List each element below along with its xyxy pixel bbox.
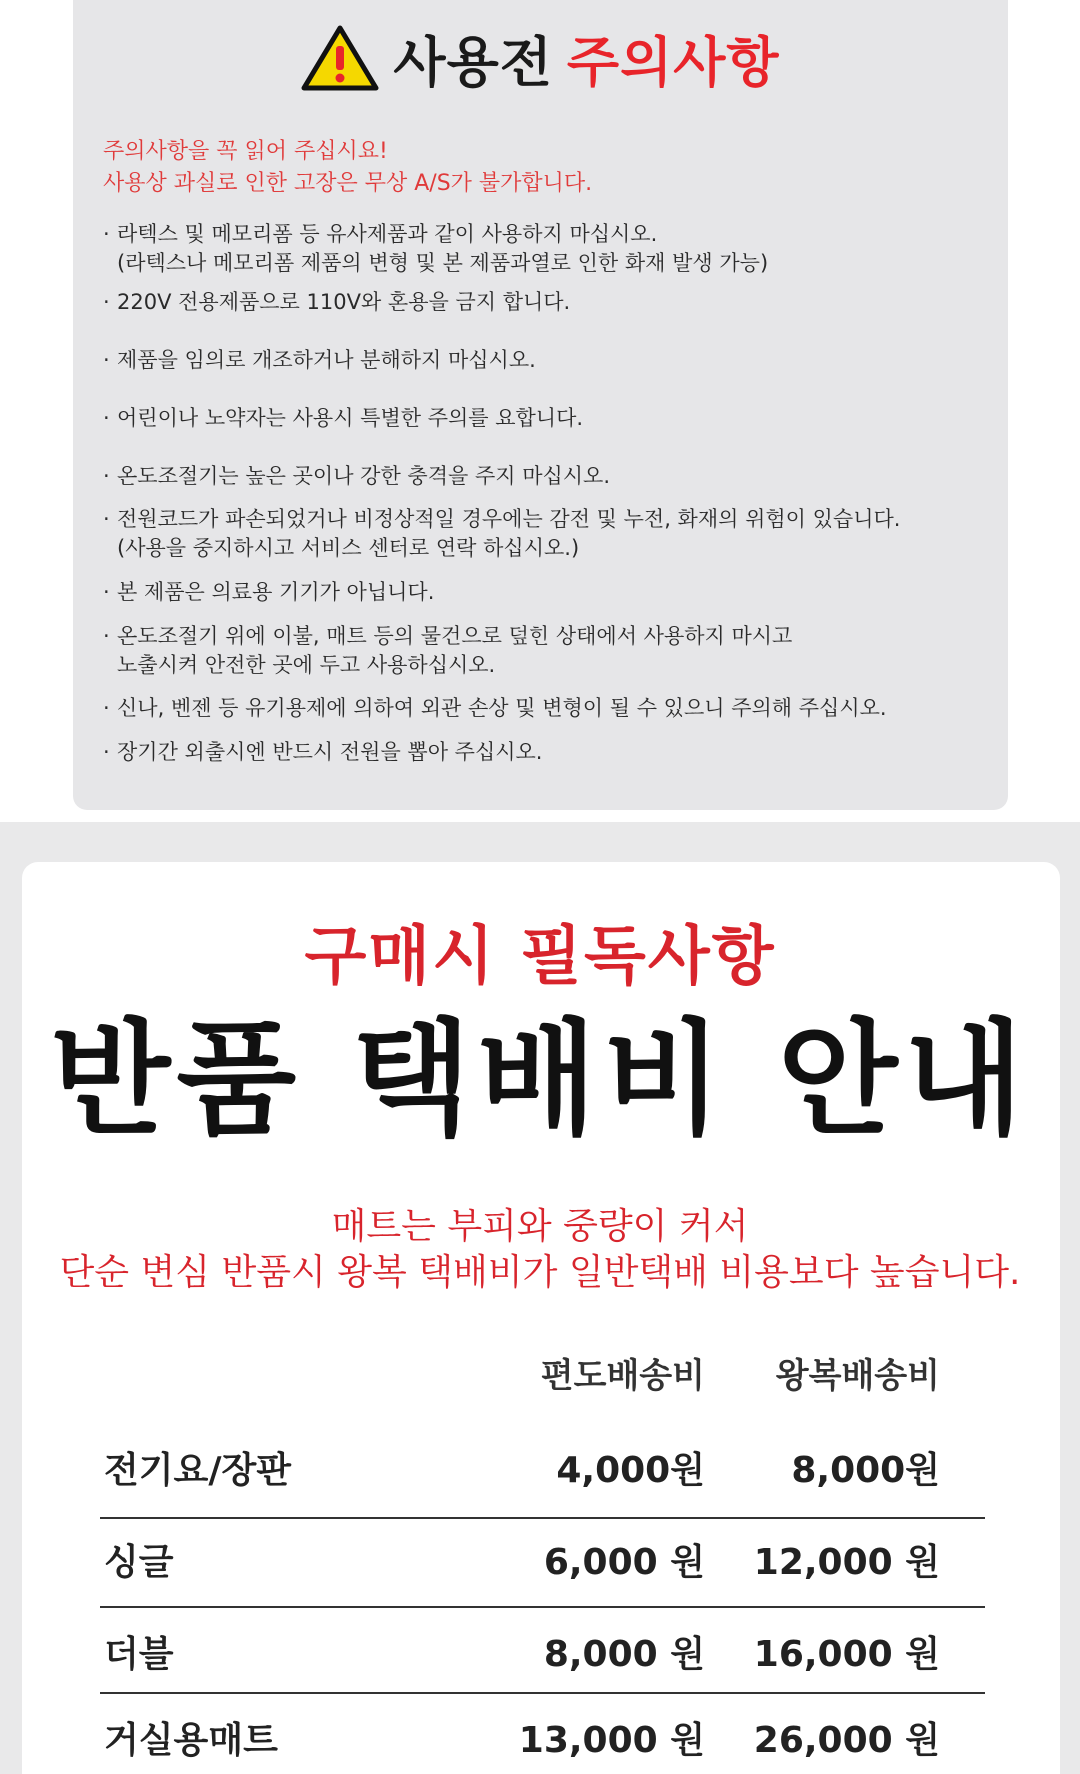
row-one-way-fee: 6,000 원 xyxy=(543,1542,705,1583)
caution-item xyxy=(103,288,993,317)
bullet-dot: · xyxy=(103,507,110,531)
bullet-dot: · xyxy=(103,348,110,372)
row-item-name: 더블 xyxy=(104,1634,174,1675)
row-one-way-fee: 8,000 원 xyxy=(543,1634,705,1675)
bullet-dot: · xyxy=(103,406,110,430)
row-divider xyxy=(100,1606,985,1608)
caution-item xyxy=(103,738,993,767)
row-item-name: 싱글 xyxy=(104,1542,174,1583)
caution-intro-line: 주의사항을 꼭 읽어 주십시요! xyxy=(103,139,388,164)
bullet-dot: · xyxy=(103,222,110,246)
row-divider xyxy=(100,1692,985,1694)
bullet-dot: · xyxy=(103,464,110,488)
caution-item-text: 제품을 임의로 개조하거나 분해하지 마십시오. xyxy=(117,348,536,372)
caution-item-text: 온도조절기 위에 이불, 매트 등의 물건으로 덮힌 상태에서 사용하지 마시고 xyxy=(117,624,793,648)
column-header-one-way: 편도배송비 xyxy=(540,1356,705,1396)
row-item-name: 전기요/장판 xyxy=(104,1450,292,1491)
table-row xyxy=(100,1618,985,1678)
caution-item xyxy=(103,404,993,433)
warning-triangle-icon xyxy=(301,24,379,92)
caution-title-prefix: 사용전 xyxy=(393,30,553,94)
row-round-trip-fee: 12,000 원 xyxy=(753,1542,940,1583)
caution-item xyxy=(103,578,993,607)
bullet-dot: · xyxy=(103,624,110,648)
caution-item-text: 신나, 벤젠 등 유기용제에 의하여 외관 손상 및 변형이 될 수 있으니 주의해 주십시오. xyxy=(117,696,887,720)
caution-item-text: 장기간 외출시엔 반드시 전원을 뽑아 주십시오. xyxy=(117,740,543,764)
caution-header xyxy=(73,18,1008,98)
column-header-round-trip: 왕복배송비 xyxy=(775,1356,940,1396)
row-one-way-fee: 13,000 원 xyxy=(518,1720,705,1761)
caution-title-highlight: 주의사항 xyxy=(566,30,780,94)
caution-item-subtext: 노출시켜 안전한 곳에 두고 사용하십시오. xyxy=(117,653,496,677)
table-row xyxy=(100,1526,985,1586)
caution-item xyxy=(103,622,993,680)
caution-item xyxy=(103,694,993,723)
row-round-trip-fee: 16,000 원 xyxy=(753,1634,940,1675)
return-notice-line: 단순 변심 반품시 왕복 택배비가 일반택배 비용보다 높습니다. xyxy=(59,1252,1021,1293)
caution-item xyxy=(103,505,993,563)
return-title: 반품 택배비 안내 xyxy=(50,1008,1030,1152)
caution-item-text: 라텍스 및 메모리폼 등 유사제품과 같이 사용하지 마십시오. xyxy=(117,222,658,246)
return-subtitle: 구매시 필독사항 xyxy=(304,920,776,994)
bullet-dot: · xyxy=(103,580,110,604)
caution-item xyxy=(103,346,993,375)
bullet-dot: · xyxy=(103,290,110,314)
caution-intro-line: 사용상 과실로 인한 고장은 무상 A/S가 불가합니다. xyxy=(103,171,593,196)
caution-item-text: 어린이나 노약자는 사용시 특별한 주의를 요합니다. xyxy=(117,406,584,430)
return-notice xyxy=(0,1204,1080,1296)
return-notice-line: 매트는 부피와 중량이 커서 xyxy=(331,1206,749,1247)
caution-item-text: 220V 전용제품으로 110V와 혼용을 금지 합니다. xyxy=(117,290,571,314)
caution-item xyxy=(103,462,993,491)
caution-item xyxy=(103,220,993,278)
table-row xyxy=(100,1704,985,1764)
row-divider xyxy=(100,1517,985,1519)
caution-intro xyxy=(103,136,592,200)
row-one-way-fee: 4,000원 xyxy=(556,1450,705,1491)
caution-item-text: 온도조절기는 높은 곳이나 강한 충격을 주지 마십시오. xyxy=(117,464,611,488)
caution-item-subtext: (사용을 중지하시고 서비스 센터로 연락 하십시오.) xyxy=(117,536,580,560)
row-round-trip-fee: 8,000원 xyxy=(791,1450,940,1491)
caution-panel xyxy=(73,0,1008,810)
table-row xyxy=(100,1434,985,1494)
caution-item-text: 본 제품은 의료용 기기가 아닙니다. xyxy=(117,580,435,604)
bullet-dot: · xyxy=(103,696,110,720)
caution-item-text: 전원코드가 파손되었거나 비정상적일 경우에는 감전 및 누전, 화재의 위험이 있습니다. xyxy=(117,507,901,531)
caution-item-subtext: (라텍스나 메모리폼 제품의 변형 및 본 제품과열로 인한 화재 발생 가능) xyxy=(117,251,769,275)
bullet-dot: · xyxy=(103,740,110,764)
row-item-name: 거실용매트 xyxy=(104,1720,278,1761)
row-round-trip-fee: 26,000 원 xyxy=(753,1720,940,1761)
